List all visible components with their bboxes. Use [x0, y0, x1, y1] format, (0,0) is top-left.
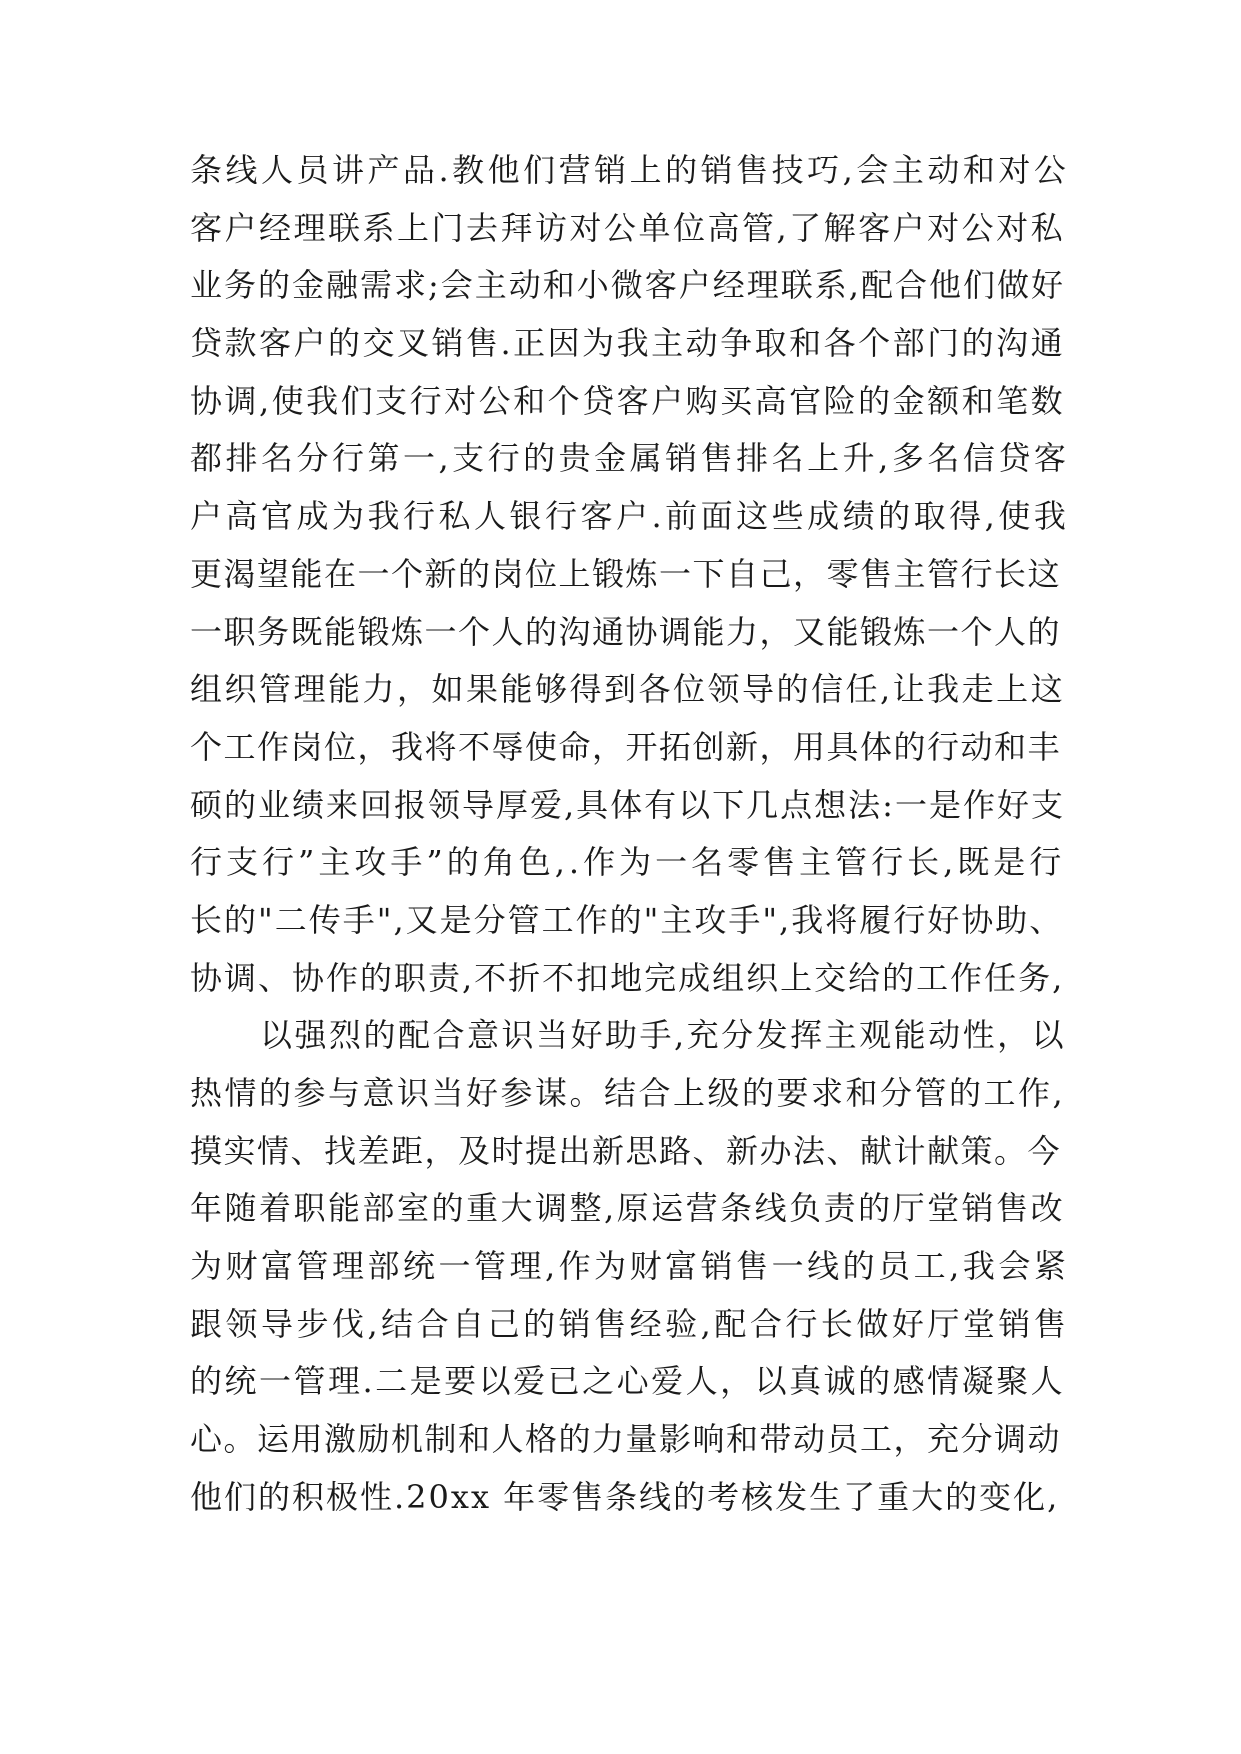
text-line: 一职务既能锻炼一个人的沟通协调能力，又能锻炼一个人的	[190, 612, 1062, 651]
text-line: 协调,使我们支行对公和个贷客户购买高官险的金额和笔数	[190, 381, 1066, 420]
text-line: 条线人员讲产品.教他们营销上的销售技巧,会主动和对公	[190, 151, 1070, 189]
text-line: 客户经理联系上门去拜访对公单位高管,了解客户对公对私	[190, 208, 1066, 247]
text-line: 心。运用激励机制和人格的力量影响和带动员工，充分调动	[190, 1420, 1062, 1459]
text-line: 更渴望能在一个新的岗位上锻炼一下自己，零售主管行长这	[190, 554, 1062, 593]
text-line: 贷款客户的交叉销售.正因为我主动争取和各个部门的沟通	[190, 324, 1066, 363]
text-line: 业务的金融需求;会主动和小微客户经理联系,配合他们做好	[190, 266, 1065, 305]
text-line: 行支行”主攻手”的角色,.作为一名零售主管行长,既是行	[190, 843, 1066, 882]
text-line: 长的"二传手",又是分管工作的"主攻手",我将履行好协助、	[190, 900, 1064, 939]
text-line: 个工作岗位，我将不辱使命，开拓创新，用具体的行动和丰	[190, 727, 1062, 766]
text-line: 跟领导步伐,结合自己的销售经验,配合行长做好厅堂销售	[190, 1304, 1070, 1343]
text-line: 摸实情、找差距，及时提出新思路、新办法、献计献策。今	[190, 1131, 1062, 1170]
text-line: 年随着职能部室的重大调整,原运营条线负责的厅堂销售改	[190, 1189, 1066, 1228]
text-line: 都排名分行第一,支行的贵金属销售排名上升,多名信贷客	[190, 439, 1070, 478]
text-line: 组织管理能力，如果能够得到各位领导的信任,让我走上这	[190, 670, 1066, 709]
body-text	[190, 142, 1070, 1527]
paragraph-first-line: 以强烈的配合意识当好助手,充分发挥主观能动性，以	[260, 1016, 1067, 1055]
text-line: 户高官成为我行私人银行客户.前面这些成绩的取得,使我	[190, 497, 1070, 536]
text-line: 的统一管理.二是要以爱已之心爱人，以真诚的感情凝聚人	[190, 1362, 1066, 1401]
text-line: 他们的积极性.20xx 年零售条线的考核发生了重大的变化,	[190, 1477, 1060, 1516]
text-line: 硕的业绩来回报领导厚爱,具体有以下几点想法:一是作好支	[190, 785, 1065, 824]
text-line: 热情的参与意识当好参谋。结合上级的要求和分管的工作,	[190, 1074, 1066, 1112]
text-line: 为财富管理部统一管理,作为财富销售一线的员工,我会紧	[190, 1247, 1070, 1286]
text-line: 协调、协作的职责,不折不扣地完成组织上交给的工作任务,	[190, 958, 1065, 997]
